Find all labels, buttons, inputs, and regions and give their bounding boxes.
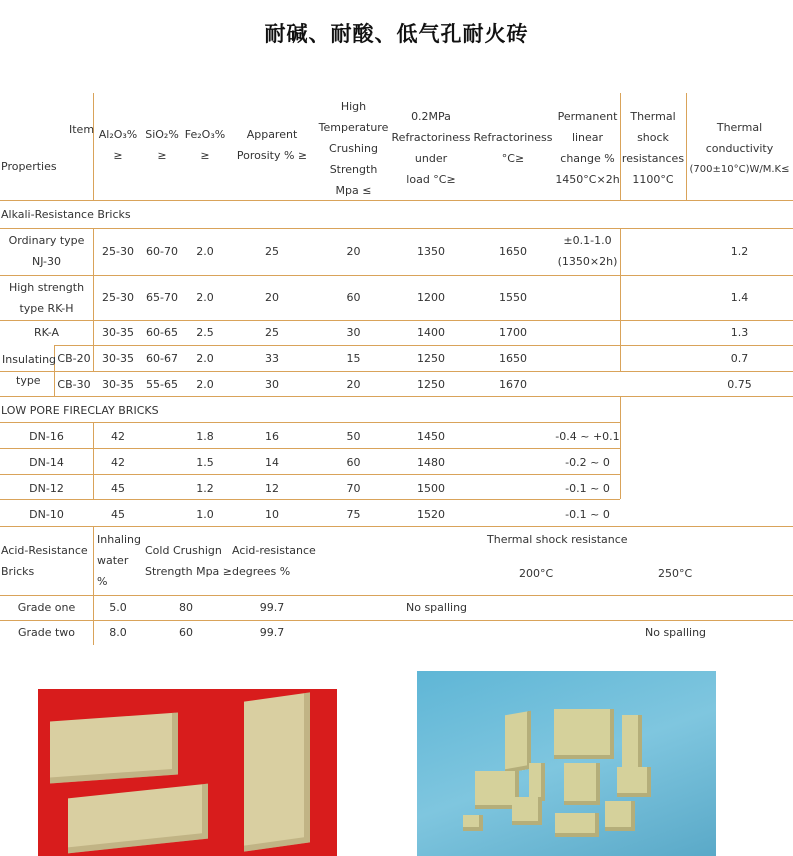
header-cond-2: conductivity	[705, 142, 774, 155]
brick-image	[463, 815, 483, 831]
cell: 1.2	[730, 245, 749, 258]
brick-image	[555, 813, 599, 837]
cell: 60-70	[146, 245, 178, 258]
acid-header-200: 200°C	[519, 567, 554, 580]
rule	[0, 396, 793, 397]
rule	[0, 320, 793, 321]
header-al2o3: Al₂O₃%	[98, 128, 138, 141]
cell: 33	[265, 352, 279, 365]
cell: 1.3	[730, 326, 749, 339]
rule	[0, 499, 620, 500]
acid-header-acid: Acid-resistance	[232, 544, 316, 557]
header-sio2: SiO₂%	[145, 128, 179, 141]
cell: 30	[265, 378, 279, 391]
row-name: Grade one	[17, 601, 76, 614]
header-fe2o3-ge: ≥	[200, 149, 210, 162]
cell: 1250	[417, 378, 445, 391]
cell: 30-35	[102, 326, 134, 339]
header-perm-2: linear	[571, 131, 604, 144]
rule	[620, 396, 621, 499]
header-sio2-ge: ≥	[157, 149, 167, 162]
cell: 75	[346, 508, 361, 521]
header-rul-4: load °C≥	[406, 173, 456, 186]
cell: 42	[111, 456, 125, 469]
header-shock-2: shock	[637, 131, 669, 144]
cell: 20	[265, 291, 279, 304]
cell: 25	[265, 245, 279, 258]
cell: ±0.1-1.0	[563, 234, 612, 247]
cell: 2.5	[196, 326, 214, 339]
brick-image	[505, 711, 531, 774]
header-crush-2: Temperature	[318, 121, 389, 134]
header-crush-1: High	[340, 100, 367, 113]
cell: 20	[346, 378, 361, 391]
section-alkali: Alkali-Resistance Bricks	[1, 208, 131, 221]
cell: No spalling	[645, 626, 707, 639]
cell: 0.75	[727, 378, 752, 391]
brick-image	[68, 784, 208, 854]
header-shock-3: resistances	[621, 152, 685, 165]
acid-header-name: Acid-Resistance	[1, 544, 88, 557]
rule	[0, 228, 793, 229]
cell: No spalling	[406, 601, 468, 614]
brick-image	[617, 767, 651, 797]
header-crush-3: Crushing	[329, 142, 378, 155]
cell: 2.0	[196, 291, 214, 304]
cell: -0.4 ~ +0.1	[555, 430, 620, 443]
header-rul-2: Refractoriness	[391, 131, 471, 144]
cell: 55-65	[146, 378, 178, 391]
brick-image	[529, 763, 545, 801]
cell: 42	[111, 430, 125, 443]
cell: 65-70	[146, 291, 178, 304]
brick-photo-blue	[417, 671, 716, 856]
cell: 45	[111, 508, 125, 521]
brick-image	[512, 797, 542, 825]
cell: -0.1 ~ 0	[565, 508, 610, 521]
cell: 2.0	[196, 352, 214, 365]
header-properties: Properties	[1, 160, 57, 173]
cell: 1.5	[196, 456, 214, 469]
cell: 5.0	[109, 601, 127, 614]
header-porosity: Apparent	[246, 128, 298, 141]
row-name: DN-14	[29, 456, 64, 469]
section-lowpore: LOW PORE FIRECLAY BRICKS	[1, 404, 159, 417]
row-name: High strength	[8, 281, 85, 294]
header-item: Item	[69, 123, 95, 136]
cell: 99.7	[259, 626, 285, 639]
row-name: NJ-30	[31, 255, 62, 268]
rule	[0, 200, 793, 201]
brick-image	[50, 713, 178, 784]
header-rul-1: 0.2MPa	[411, 110, 451, 123]
cell: 1350	[417, 245, 445, 258]
header-shock-4: 1100°C	[632, 173, 674, 186]
row-name: RK-A	[34, 326, 59, 339]
brick-image	[554, 709, 614, 759]
acid-header-name: Bricks	[1, 565, 35, 578]
header-crush-4: Strength	[329, 163, 378, 176]
cell: 2.0	[196, 378, 214, 391]
cell: 1500	[417, 482, 445, 495]
cell: 45	[111, 482, 125, 495]
cell: 25	[265, 326, 279, 339]
cell: 1.0	[196, 508, 214, 521]
cell: 1650	[499, 245, 527, 258]
header-refr-1: Refractoriness	[473, 131, 553, 144]
cell: 2.0	[196, 245, 214, 258]
header-refr-2: °C≥	[501, 152, 525, 165]
row-name: CB-30	[57, 378, 91, 391]
cell: 60-65	[146, 326, 178, 339]
header-cond-1: Thermal	[716, 121, 763, 134]
page-title: 耐碱、耐酸、低气孔耐火砖	[264, 21, 529, 46]
acid-header-inhal: Inhaling	[97, 533, 141, 546]
acid-header-cold: Cold Crushign	[145, 544, 222, 557]
cell: 25-30	[102, 245, 134, 258]
acid-header-inhal: %	[97, 575, 108, 588]
header-cond-3: (700±10°C)W/M.K≤	[689, 164, 790, 175]
brick-image	[244, 692, 310, 851]
header-rul-3: under	[414, 152, 448, 165]
cell: 1650	[499, 352, 527, 365]
cell: -0.1 ~ 0	[565, 482, 610, 495]
header-al2o3-ge: ≥	[113, 149, 123, 162]
header-porosity-2: Porosity % ≥	[236, 149, 308, 162]
acid-header-acid: degrees %	[232, 565, 291, 578]
cell: 60	[179, 626, 193, 639]
row-name: DN-16	[29, 430, 64, 443]
rule	[0, 275, 793, 276]
cell: 1520	[417, 508, 445, 521]
rule	[0, 526, 793, 527]
cell: 1400	[417, 326, 445, 339]
acid-header-250: 250°C	[658, 567, 693, 580]
rule	[54, 345, 793, 346]
cell: 60-67	[146, 352, 178, 365]
cell: 12	[265, 482, 279, 495]
cell: 1670	[499, 378, 527, 391]
cell: 60	[346, 456, 361, 469]
brick-photo-red	[38, 689, 337, 856]
row-name: type RK-H	[19, 302, 74, 315]
rule	[620, 229, 621, 372]
cell: 80	[179, 601, 193, 614]
header-crush-5: Mpa ≤	[335, 184, 372, 197]
cell: 30-35	[102, 352, 134, 365]
row-name: Ordinary type	[8, 234, 85, 247]
brick-image	[605, 801, 635, 831]
cell: 10	[265, 508, 279, 521]
cell: 25-30	[102, 291, 134, 304]
rule	[0, 371, 793, 372]
cell: -0.2 ~ 0	[565, 456, 610, 469]
insulating-label: type	[16, 374, 41, 387]
cell: 1550	[499, 291, 527, 304]
cell: 0.7	[730, 352, 749, 365]
properties-table	[0, 93, 793, 645]
cell: 20	[346, 245, 361, 258]
row-name: DN-10	[29, 508, 64, 521]
brick-image	[564, 763, 600, 805]
cell: 1450	[417, 430, 445, 443]
cell: 16	[265, 430, 279, 443]
header-perm-4: 1450°C×2h	[555, 173, 620, 186]
acid-header-cold: Strength Mpa ≥	[145, 565, 233, 578]
cell: 1480	[417, 456, 445, 469]
cell: 14	[265, 456, 279, 469]
cell: 1.4	[730, 291, 749, 304]
cell: 1.2	[196, 482, 214, 495]
cell: 1.8	[196, 430, 214, 443]
cell: 60	[346, 291, 361, 304]
cell: 30	[346, 326, 361, 339]
cell: 1700	[499, 326, 527, 339]
header-shock-1: Thermal	[630, 110, 676, 123]
row-name: CB-20	[57, 352, 91, 365]
cell: 70	[346, 482, 361, 495]
cell: 99.7	[259, 601, 285, 614]
cell: 8.0	[109, 626, 127, 639]
acid-header-shock: Thermal shock resistance	[487, 533, 628, 546]
header-fe2o3: Fe₂O₃%	[184, 128, 226, 141]
header-perm-3: change %	[560, 152, 615, 165]
header-perm-1: Permanent	[557, 110, 618, 123]
cell: 50	[346, 430, 361, 443]
row-name: Grade two	[17, 626, 76, 639]
rule	[0, 620, 793, 621]
rule	[0, 595, 793, 596]
cell: 1250	[417, 352, 445, 365]
acid-header-inhal: water	[97, 554, 129, 567]
cell: 30-35	[102, 378, 134, 391]
insulating-label: Insulating	[2, 353, 57, 366]
cell: 15	[346, 352, 361, 365]
cell: (1350×2h)	[557, 255, 618, 268]
row-name: DN-12	[29, 482, 64, 495]
cell: 1200	[417, 291, 445, 304]
